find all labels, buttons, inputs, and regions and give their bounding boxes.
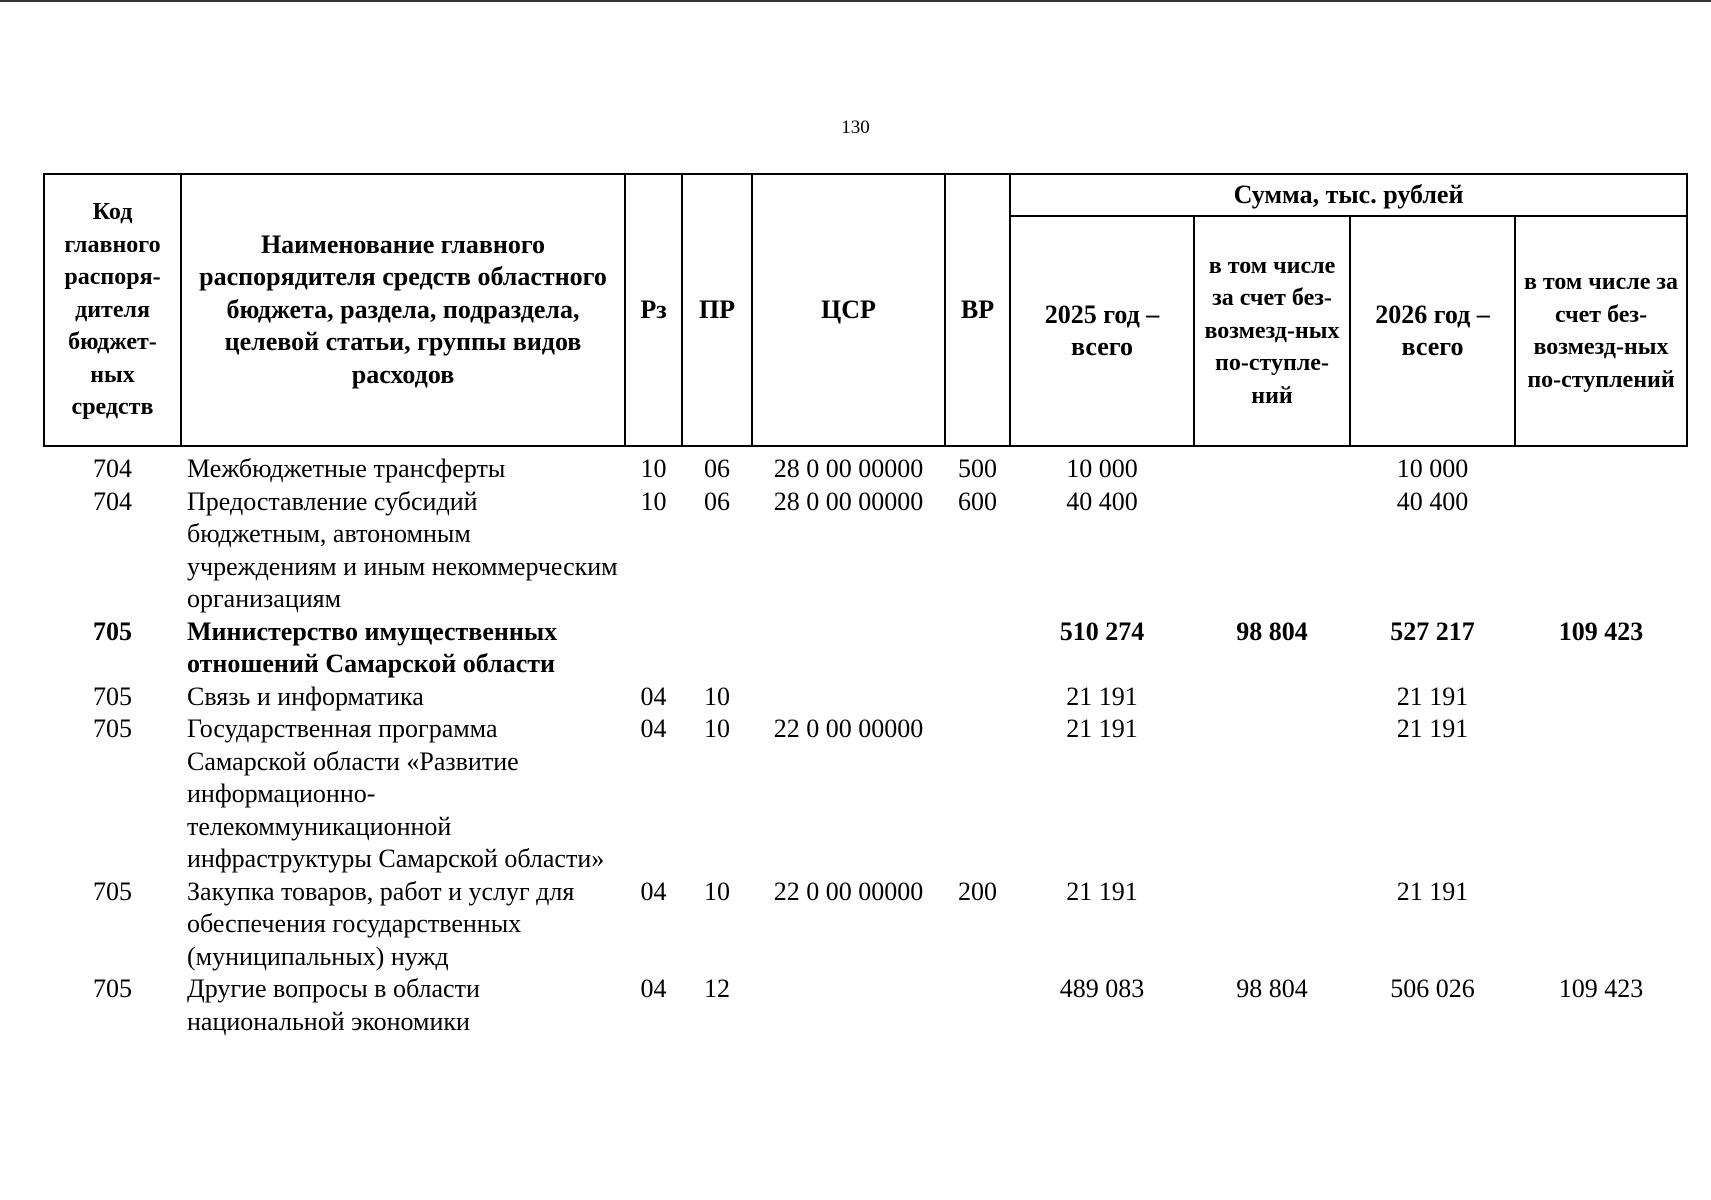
table-row (44, 713, 1687, 876)
header-rz: Рз (625, 174, 682, 446)
cell-vr: 600 (958, 486, 997, 516)
table-body (44, 446, 1687, 1038)
header-code: Код главного распоря-дителя бюджет-ных средств (44, 174, 181, 446)
cell-2026-total: 21 191 (1396, 876, 1469, 906)
cell-2026-total: 21 191 (1396, 714, 1469, 743)
cell-2026-grants: 109 423 (1558, 616, 1644, 646)
table-header (44, 174, 1687, 446)
header-vr: ВР (945, 174, 1010, 446)
header-2026-total: 2026 год – всего (1350, 216, 1515, 446)
cell-name: Связь и информатика (187, 681, 424, 711)
cell-2025-total: 10 000 (1066, 454, 1138, 483)
cell-pr: 10 (704, 876, 730, 906)
cell-vr: 500 (958, 454, 997, 483)
cell-2025-total: 510 274 (1059, 616, 1145, 646)
cell-csr: 22 0 00 00000 (773, 876, 924, 906)
cell-name: Другие вопросы в области национальной экономики (187, 974, 480, 1036)
cell-2026-grants (1515, 453, 1687, 486)
header-name: Наименование главного распорядителя средств областного бюджета, раздела, подраздела, целевой статьи, группы видов расходов (181, 174, 625, 446)
budget-table (43, 173, 1688, 1038)
cell-2026-total: 527 217 (1390, 616, 1475, 646)
cell-vr (945, 713, 1010, 876)
cell-csr: 22 0 00 00000 (773, 714, 924, 743)
cell-name: Закупка товаров, работ и услуг для обеспечения государственных (муниципальных) нужд (187, 876, 575, 971)
cell-2025-total: 489 083 (1059, 974, 1145, 1003)
cell-rz: 10 (640, 486, 667, 516)
cell-2025-grants (1194, 453, 1350, 486)
cell-pr: 06 (704, 486, 730, 516)
cell-2026-grants (1515, 486, 1687, 616)
cell-csr: 28 0 00 00000 (773, 454, 924, 483)
cell-2026-grants (1515, 876, 1687, 974)
cell-2026-grants (1515, 713, 1687, 876)
cell-vr (945, 681, 1010, 714)
cell-pr: 10 (704, 681, 730, 711)
cell-2025-total: 40 400 (1066, 486, 1138, 516)
cell-name: Межбюджетные трансферты (187, 454, 506, 483)
header-csr: ЦСР (752, 174, 945, 446)
page-number: 130 (841, 117, 870, 138)
cell-rz: 04 (640, 974, 667, 1003)
cell-pr: 06 (704, 454, 730, 483)
cell-rz: 10 (640, 454, 667, 483)
cell-name: Министерство имущественных отношений Самарской области (187, 616, 558, 678)
cell-2026-grants: 109 423 (1558, 974, 1644, 1003)
cell-csr (752, 681, 945, 714)
cell-code: 705 (93, 681, 132, 711)
table-row-ministry (44, 616, 1687, 681)
cell-2026-total: 40 400 (1396, 486, 1469, 516)
cell-2025-grants (1194, 681, 1350, 714)
cell-rz: 04 (640, 681, 667, 711)
cell-pr: 12 (704, 974, 730, 1003)
cell-2026-grants (1515, 681, 1687, 714)
cell-2025-grants (1194, 486, 1350, 616)
cell-code: 705 (93, 876, 132, 906)
cell-code: 704 (93, 486, 132, 516)
cell-code: 705 (93, 714, 132, 743)
cell-csr (752, 616, 945, 681)
cell-2026-total: 21 191 (1396, 681, 1469, 711)
cell-csr (752, 973, 945, 1038)
cell-name: Предоставление субсидий бюджетным, автономным учреждениям и иным некоммерческим организациям (187, 486, 618, 613)
cell-pr: 10 (704, 714, 730, 743)
table-row (44, 973, 1687, 1038)
cell-name: Государственная программа Самарской области «Развитие информационно-телекоммуникационной инфраструктуры Самарской области» (187, 714, 605, 873)
cell-code: 705 (93, 974, 132, 1003)
cell-2026-total: 10 000 (1396, 454, 1469, 483)
header-2025-grants: в том числе за счет без-возмезд-ных по-ступле-ний (1194, 216, 1350, 446)
cell-2025-total: 21 191 (1066, 876, 1138, 906)
cell-2025-total: 21 191 (1066, 714, 1138, 743)
table-row (44, 876, 1687, 974)
cell-rz: 04 (640, 876, 667, 906)
header-2026-grants: в том числе за счет без-возмезд-ных по-ступлений (1515, 216, 1687, 446)
cell-2025-grants (1194, 713, 1350, 876)
cell-vr (945, 973, 1010, 1038)
cell-2025-grants: 98 804 (1236, 974, 1308, 1003)
header-pr: ПР (682, 174, 752, 446)
cell-vr (945, 616, 1010, 681)
cell-pr (682, 616, 752, 681)
cell-rz (625, 616, 682, 681)
cell-rz: 04 (640, 714, 667, 743)
cell-2026-total: 506 026 (1390, 974, 1475, 1003)
table-row (44, 681, 1687, 714)
cell-csr: 28 0 00 00000 (773, 486, 924, 516)
header-2025-total: 2025 год – всего (1010, 216, 1194, 446)
cell-code: 704 (93, 454, 132, 483)
table-row (44, 453, 1687, 486)
cell-2025-total: 21 191 (1066, 681, 1138, 711)
cell-vr: 200 (958, 876, 997, 906)
top-border (0, 0, 1711, 2)
header-sum-group: Сумма, тыс. рублей (1010, 174, 1687, 216)
cell-2025-grants (1194, 876, 1350, 974)
table-row (44, 486, 1687, 616)
cell-code: 705 (93, 616, 132, 646)
cell-2025-grants: 98 804 (1236, 616, 1308, 646)
